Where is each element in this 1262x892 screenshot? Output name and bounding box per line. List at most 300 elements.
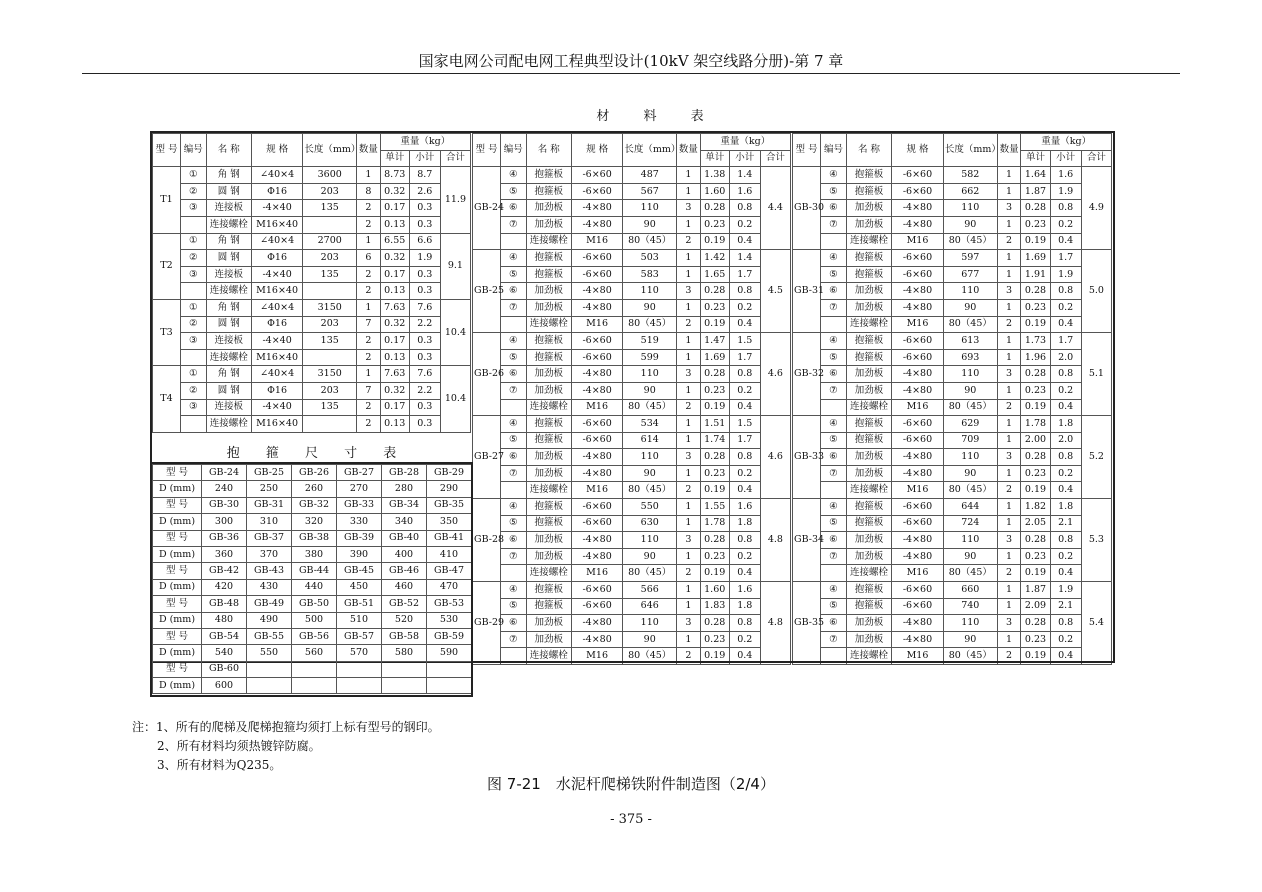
- item-length: [303, 416, 357, 433]
- item-spec: -4×80: [571, 465, 623, 482]
- item-name: 圆 钢: [206, 250, 251, 267]
- table-row: [473, 299, 791, 316]
- type-label: 型 号: [153, 628, 202, 644]
- item-qty: 1: [677, 299, 701, 316]
- item-length: 644: [943, 499, 997, 516]
- size-d: 510: [337, 612, 382, 628]
- item-spec: -4×80: [571, 449, 623, 466]
- header-rule: [82, 73, 1180, 74]
- item-subtotal: 0.8: [729, 449, 760, 466]
- material-table-section-3: [792, 133, 1112, 665]
- item-name: 抱箍板: [526, 499, 571, 516]
- item-qty: 3: [677, 283, 701, 300]
- item-subtotal: 0.4: [1050, 316, 1081, 333]
- d-label: D (mm): [153, 612, 202, 628]
- item-subtotal: 1.9: [1050, 183, 1081, 200]
- note-3: 3、所有材料为Q235。: [157, 758, 282, 772]
- item-unit-weight: 0.28: [700, 615, 729, 632]
- d-label: D (mm): [153, 546, 202, 562]
- item-length: 3150: [303, 366, 357, 383]
- size-d: 450: [337, 579, 382, 595]
- item-name: 加劲板: [846, 299, 891, 316]
- table-row: [153, 316, 471, 333]
- size-d-row: [153, 481, 472, 497]
- item-subtotal: 0.8: [1050, 532, 1081, 549]
- size-d: 430: [247, 579, 292, 595]
- item-name: 抱箍板: [846, 349, 891, 366]
- item-length: 90: [623, 299, 677, 316]
- item-unit-weight: 1.60: [700, 183, 729, 200]
- size-type: GB-24: [202, 465, 247, 481]
- size-d: 470: [427, 579, 472, 595]
- item-name: 抱箍板: [846, 250, 891, 267]
- item-unit-weight: 0.19: [700, 233, 729, 250]
- group-type: GB-26: [473, 333, 501, 416]
- size-type-row: [153, 465, 472, 481]
- item-no: ①: [180, 167, 206, 184]
- size-type: GB-43: [247, 563, 292, 579]
- type-label: 型 号: [153, 661, 202, 677]
- item-length: 677: [943, 266, 997, 283]
- type-label: 型 号: [153, 596, 202, 612]
- group-total: 4.4: [760, 167, 790, 250]
- table-row: [473, 615, 791, 632]
- item-name: 连接板: [206, 399, 251, 416]
- item-spec: -4×40: [251, 200, 303, 217]
- group-total: 5.1: [1081, 333, 1111, 416]
- item-subtotal: 2.1: [1050, 598, 1081, 615]
- item-length: 630: [623, 515, 677, 532]
- group-total: 4.8: [760, 582, 790, 665]
- item-qty: 6: [357, 250, 381, 267]
- item-subtotal: 1.9: [409, 250, 440, 267]
- group-type: GB-24: [473, 167, 501, 250]
- item-subtotal: 0.8: [729, 366, 760, 383]
- size-d: 320: [292, 514, 337, 530]
- item-spec: -4×40: [251, 266, 303, 283]
- figure-caption: 图 7-21 水泥杆爬梯铁附件制造图（2/4）: [487, 775, 775, 793]
- item-qty: 3: [677, 366, 701, 383]
- table-row: [153, 349, 471, 366]
- item-unit-weight: 0.17: [380, 200, 409, 217]
- item-qty: 3: [997, 366, 1021, 383]
- item-subtotal: 0.8: [1050, 615, 1081, 632]
- table-row: [793, 582, 1112, 599]
- item-length: 90: [623, 631, 677, 648]
- item-spec: -6×60: [571, 416, 623, 433]
- item-subtotal: 0.2: [1050, 299, 1081, 316]
- item-spec: -6×60: [571, 499, 623, 516]
- size-type: GB-38: [292, 530, 337, 546]
- item-subtotal: 2.0: [1050, 432, 1081, 449]
- item-subtotal: 1.4: [729, 167, 760, 184]
- size-d: 570: [337, 645, 382, 661]
- item-unit-weight: 1.74: [700, 432, 729, 449]
- item-qty: 2: [997, 482, 1021, 499]
- item-qty: 1: [677, 465, 701, 482]
- size-d: 240: [202, 481, 247, 497]
- header-weight: 重量（kg）: [1021, 134, 1112, 151]
- item-name: 加劲板: [526, 366, 571, 383]
- item-length: 110: [623, 449, 677, 466]
- item-subtotal: 0.8: [1050, 200, 1081, 217]
- item-unit-weight: 0.17: [380, 333, 409, 350]
- item-spec: -4×80: [571, 548, 623, 565]
- item-length: 110: [943, 449, 997, 466]
- item-qty: 1: [677, 382, 701, 399]
- size-d: 390: [337, 546, 382, 562]
- size-d: [427, 678, 472, 694]
- item-name: 加劲板: [846, 283, 891, 300]
- table-row: [153, 216, 471, 233]
- group-type: GB-35: [793, 582, 821, 665]
- table-row: [473, 266, 791, 283]
- size-d: 370: [247, 546, 292, 562]
- size-table: [152, 464, 472, 694]
- item-length: 203: [303, 382, 357, 399]
- table-row: [473, 598, 791, 615]
- item-qty: 3: [677, 200, 701, 217]
- item-subtotal: 0.4: [729, 565, 760, 582]
- item-subtotal: 1.7: [1050, 250, 1081, 267]
- item-subtotal: 0.3: [409, 200, 440, 217]
- page-number: - 375 -: [610, 812, 652, 827]
- item-qty: 1: [677, 167, 701, 184]
- size-d: [247, 678, 292, 694]
- page-header: 国家电网公司配电网工程典型设计(10kV 架空线路分册)-第 7 章: [418, 52, 844, 70]
- item-subtotal: 0.2: [1050, 382, 1081, 399]
- item-spec: M16: [571, 648, 623, 665]
- size-type: GB-49: [247, 596, 292, 612]
- item-qty: 2: [677, 565, 701, 582]
- item-name: 加劲板: [846, 615, 891, 632]
- item-subtotal: 0.4: [1050, 482, 1081, 499]
- item-spec: -4×80: [892, 366, 944, 383]
- item-length: 90: [623, 548, 677, 565]
- table-row: [473, 565, 791, 582]
- item-no: [180, 416, 206, 433]
- item-unit-weight: 0.28: [1021, 449, 1050, 466]
- item-name: 连接螺栓: [206, 349, 251, 366]
- item-name: 加劲板: [846, 216, 891, 233]
- item-no: [821, 233, 847, 250]
- item-spec: M16×40: [251, 416, 303, 433]
- item-spec: Φ16: [251, 183, 303, 200]
- header-name: 名 称: [206, 134, 251, 167]
- type-label: 型 号: [153, 465, 202, 481]
- item-length: 80（45）: [623, 482, 677, 499]
- item-no: ⑥: [821, 200, 847, 217]
- item-subtotal: 2.0: [1050, 349, 1081, 366]
- size-d: 480: [202, 612, 247, 628]
- table-row: [473, 349, 791, 366]
- item-spec: -4×80: [892, 216, 944, 233]
- item-unit-weight: 0.28: [1021, 366, 1050, 383]
- header-name: 名 称: [526, 134, 571, 167]
- note-1: 注：1、所有的爬梯及爬梯抱箍均须打上标有型号的钢印。: [132, 720, 440, 734]
- item-subtotal: 8.7: [409, 167, 440, 184]
- size-table-title: 抱 箍 尺 寸 表: [226, 446, 397, 461]
- item-qty: 2: [357, 216, 381, 233]
- item-unit-weight: 0.19: [700, 316, 729, 333]
- item-subtotal: 0.4: [1050, 233, 1081, 250]
- item-length: 90: [943, 465, 997, 482]
- size-d: [382, 678, 427, 694]
- item-unit-weight: 1.91: [1021, 266, 1050, 283]
- item-name: 连接螺栓: [206, 416, 251, 433]
- item-name: 连接螺栓: [206, 283, 251, 300]
- item-unit-weight: 0.28: [1021, 532, 1050, 549]
- item-unit-weight: 0.28: [1021, 615, 1050, 632]
- size-type: GB-60: [202, 661, 247, 677]
- item-length: 487: [623, 167, 677, 184]
- item-qty: 2: [357, 266, 381, 283]
- group-total: 11.9: [440, 167, 470, 233]
- size-type: GB-55: [247, 628, 292, 644]
- item-no: ⑤: [821, 598, 847, 615]
- table-row: [153, 167, 471, 184]
- item-unit-weight: 0.32: [380, 183, 409, 200]
- size-type: GB-56: [292, 628, 337, 644]
- item-name: 连接螺栓: [526, 233, 571, 250]
- group-total: 5.4: [1081, 582, 1111, 665]
- item-unit-weight: 1.47: [700, 333, 729, 350]
- size-type: GB-32: [292, 497, 337, 513]
- item-unit-weight: 1.55: [700, 499, 729, 516]
- table-row: [793, 465, 1112, 482]
- item-no: [180, 349, 206, 366]
- item-subtotal: 0.2: [729, 382, 760, 399]
- table-row: [473, 631, 791, 648]
- item-unit-weight: 0.23: [1021, 382, 1050, 399]
- table-row: [473, 366, 791, 383]
- item-qty: 3: [997, 200, 1021, 217]
- item-unit-weight: 0.32: [380, 382, 409, 399]
- item-unit-weight: 0.19: [1021, 233, 1050, 250]
- item-qty: 1: [357, 167, 381, 184]
- size-type: [292, 661, 337, 677]
- item-no: ⑤: [500, 183, 526, 200]
- header-type: 型 号: [793, 134, 821, 167]
- item-qty: 1: [997, 416, 1021, 433]
- item-subtotal: 0.4: [1050, 565, 1081, 582]
- item-qty: 2: [677, 316, 701, 333]
- item-spec: Φ16: [251, 382, 303, 399]
- item-qty: 1: [997, 499, 1021, 516]
- table-row: [153, 416, 471, 433]
- item-name: 加劲板: [526, 216, 571, 233]
- item-spec: M16: [571, 482, 623, 499]
- table-row: [793, 250, 1112, 267]
- item-no: ⑦: [500, 465, 526, 482]
- item-length: 503: [623, 250, 677, 267]
- item-spec: -4×80: [892, 200, 944, 217]
- item-name: 加劲板: [846, 465, 891, 482]
- item-unit-weight: 1.96: [1021, 349, 1050, 366]
- item-qty: 1: [357, 366, 381, 383]
- item-spec: -6×60: [892, 515, 944, 532]
- item-no: ⑤: [821, 266, 847, 283]
- item-spec: -6×60: [571, 598, 623, 615]
- item-unit-weight: 1.64: [1021, 167, 1050, 184]
- table-row: [793, 299, 1112, 316]
- item-spec: -4×80: [892, 548, 944, 565]
- item-name: 抱箍板: [846, 499, 891, 516]
- item-qty: 3: [997, 449, 1021, 466]
- item-spec: ∠40×4: [251, 233, 303, 250]
- header-total: 合计: [1081, 150, 1111, 167]
- item-subtotal: 1.8: [729, 515, 760, 532]
- item-name: 加劲板: [846, 382, 891, 399]
- item-name: 角 钢: [206, 233, 251, 250]
- size-d: 250: [247, 481, 292, 497]
- size-d: 600: [202, 678, 247, 694]
- item-qty: 1: [677, 216, 701, 233]
- size-d-row: [153, 579, 472, 595]
- item-no: [180, 216, 206, 233]
- item-no: ⑥: [821, 615, 847, 632]
- item-spec: -6×60: [892, 416, 944, 433]
- item-unit-weight: 0.23: [1021, 465, 1050, 482]
- item-subtotal: 0.2: [729, 548, 760, 565]
- item-length: 135: [303, 200, 357, 217]
- item-spec: M16: [892, 316, 944, 333]
- header-no: 编号: [500, 134, 526, 167]
- item-unit-weight: 2.09: [1021, 598, 1050, 615]
- header-no: 编号: [180, 134, 206, 167]
- item-subtotal: 0.2: [1050, 548, 1081, 565]
- table-row: [473, 200, 791, 217]
- item-spec: -4×80: [571, 615, 623, 632]
- item-no: ⑦: [821, 299, 847, 316]
- item-no: ⑦: [500, 382, 526, 399]
- group-type: GB-34: [793, 499, 821, 582]
- item-no: ⑦: [821, 548, 847, 565]
- table-row: [473, 499, 791, 516]
- item-name: 加劲板: [846, 200, 891, 217]
- item-qty: 1: [677, 598, 701, 615]
- item-spec: -4×80: [892, 299, 944, 316]
- item-qty: 2: [997, 316, 1021, 333]
- item-no: ④: [500, 582, 526, 599]
- item-length: 709: [943, 432, 997, 449]
- group-total: 10.4: [440, 299, 470, 365]
- table-row: [473, 167, 791, 184]
- item-spec: -4×80: [571, 283, 623, 300]
- size-type: GB-37: [247, 530, 292, 546]
- item-spec: M16×40: [251, 283, 303, 300]
- type-label: 型 号: [153, 563, 202, 579]
- table-row: [793, 482, 1112, 499]
- item-qty: 1: [677, 499, 701, 516]
- group-type: GB-27: [473, 416, 501, 499]
- item-subtotal: 0.3: [409, 216, 440, 233]
- size-type: GB-52: [382, 596, 427, 612]
- item-unit-weight: 1.69: [1021, 250, 1050, 267]
- item-length: 80（45）: [943, 648, 997, 665]
- item-name: 抱箍板: [846, 598, 891, 615]
- size-type: GB-31: [247, 497, 292, 513]
- item-qty: 2: [677, 233, 701, 250]
- table-row: [473, 532, 791, 549]
- type-label: 型 号: [153, 530, 202, 546]
- item-name: 抱箍板: [846, 333, 891, 350]
- header-qty: 数量: [677, 134, 701, 167]
- item-subtotal: 0.8: [729, 615, 760, 632]
- item-length: 110: [943, 615, 997, 632]
- item-qty: 1: [677, 333, 701, 350]
- table-row: [153, 299, 471, 316]
- item-length: 90: [943, 548, 997, 565]
- item-unit-weight: 1.82: [1021, 499, 1050, 516]
- item-name: 抱箍板: [526, 349, 571, 366]
- item-length: [303, 216, 357, 233]
- item-unit-weight: 7.63: [380, 299, 409, 316]
- item-spec: Φ16: [251, 316, 303, 333]
- header-length: 长度（mm）: [623, 134, 677, 167]
- d-label: D (mm): [153, 514, 202, 530]
- table-row: [793, 266, 1112, 283]
- size-d: 280: [382, 481, 427, 497]
- size-d: 560: [292, 645, 337, 661]
- header-no: 编号: [821, 134, 847, 167]
- item-spec: -6×60: [892, 167, 944, 184]
- table-row: [793, 449, 1112, 466]
- item-name: 抱箍板: [526, 515, 571, 532]
- item-spec: M16: [571, 233, 623, 250]
- note-2: 2、所有材料均须热镀锌防腐。: [157, 739, 321, 753]
- header-unit: 单计: [1021, 150, 1050, 167]
- size-d-row: [153, 645, 472, 661]
- table-row: [793, 532, 1112, 549]
- item-qty: 1: [677, 183, 701, 200]
- item-no: [500, 233, 526, 250]
- item-subtotal: 1.7: [729, 432, 760, 449]
- item-name: 连接螺栓: [526, 648, 571, 665]
- table-row: [153, 399, 471, 416]
- table-row: [153, 333, 471, 350]
- item-qty: 2: [357, 399, 381, 416]
- size-type: GB-59: [427, 628, 472, 644]
- item-qty: 1: [997, 183, 1021, 200]
- table-row: [793, 598, 1112, 615]
- item-no: ⑤: [821, 349, 847, 366]
- item-unit-weight: 0.19: [1021, 482, 1050, 499]
- table-row: [793, 548, 1112, 565]
- size-type: GB-39: [337, 530, 382, 546]
- group-total: 5.3: [1081, 499, 1111, 582]
- item-length: 203: [303, 316, 357, 333]
- item-qty: 2: [997, 565, 1021, 582]
- item-name: 抱箍板: [846, 167, 891, 184]
- header-spec: 规 格: [892, 134, 944, 167]
- item-length: 80（45）: [943, 233, 997, 250]
- item-no: [821, 648, 847, 665]
- table-row: [473, 548, 791, 565]
- item-subtotal: 0.2: [1050, 631, 1081, 648]
- item-no: ④: [821, 582, 847, 599]
- item-length: 740: [943, 598, 997, 615]
- item-unit-weight: 0.23: [1021, 299, 1050, 316]
- item-subtotal: 0.4: [1050, 399, 1081, 416]
- item-length: 110: [943, 283, 997, 300]
- item-length: 2700: [303, 233, 357, 250]
- table-row: [793, 631, 1112, 648]
- item-subtotal: 1.7: [729, 266, 760, 283]
- item-qty: 1: [997, 582, 1021, 599]
- item-unit-weight: 0.17: [380, 399, 409, 416]
- item-unit-weight: 0.13: [380, 216, 409, 233]
